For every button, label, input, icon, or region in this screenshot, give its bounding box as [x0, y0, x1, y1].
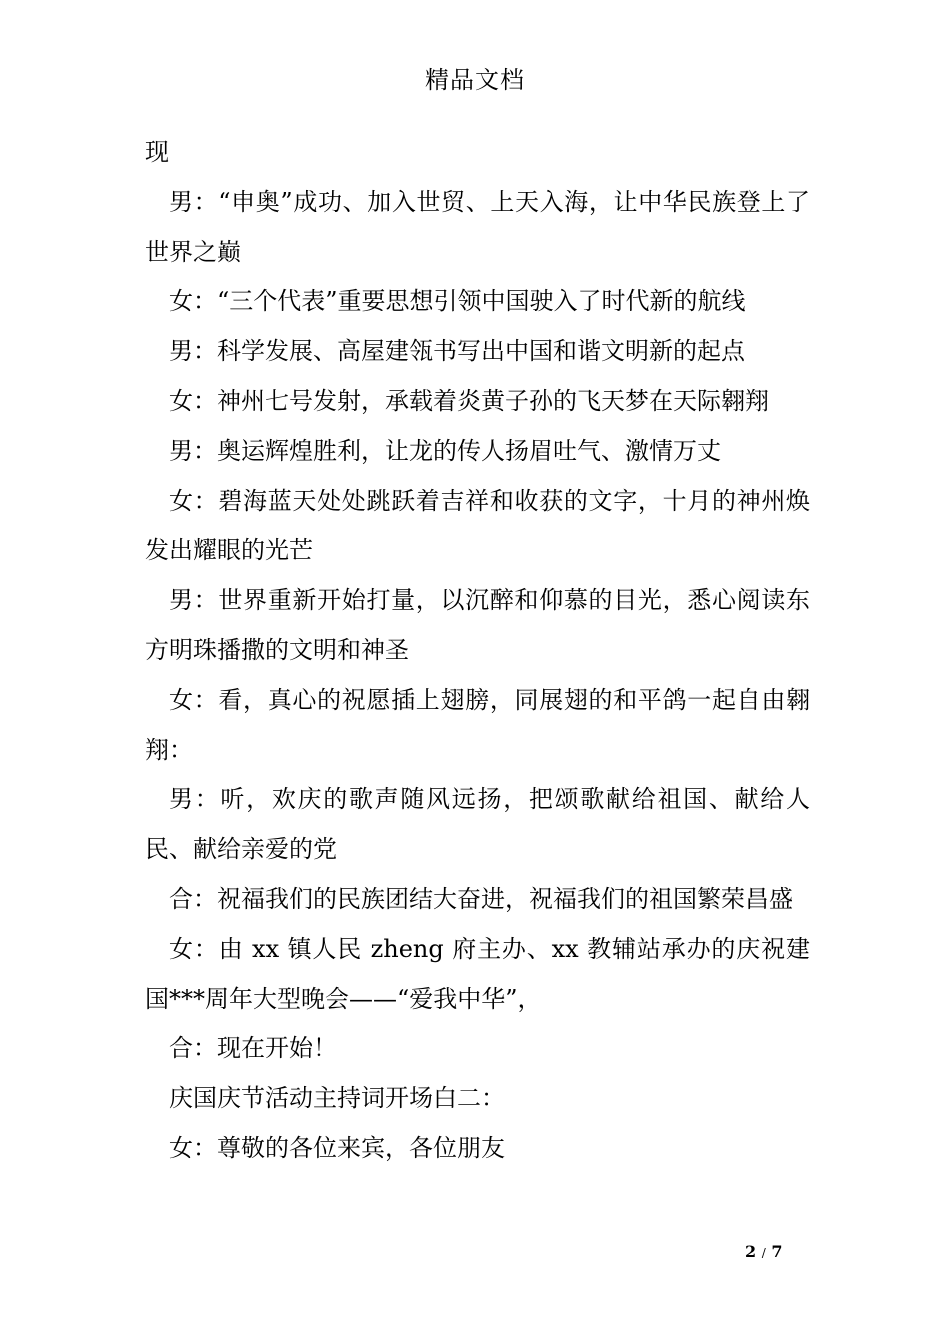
paragraph: 女：神州七号发射，承载着炎黄子孙的飞天梦在天际翱翔 [169, 386, 769, 415]
paragraph: 女：尊敬的各位来宾，各位朋友 [169, 1133, 505, 1162]
paragraph: 男：听，欢庆的歌声随风远扬，把颂歌献给祖国、献给人民、献给亲爱的党 [145, 785, 810, 864]
paragraph: 男：“申奥”成功、加入世贸、上天入海，让中华民族登上了世界之巅 [145, 187, 810, 266]
paragraph: 女：看，真心的祝愿插上翅膀，同展翅的和平鸽一起自由翱翔： [145, 685, 810, 764]
current-page-number: 2 [745, 1242, 757, 1261]
paragraph: 女：“三个代表”重要思想引领中国驶入了时代新的航线 [169, 287, 746, 316]
paragraph: 女：碧海蓝天处处跳跃着吉祥和收获的文字，十月的神州焕发出耀眼的光芒 [145, 486, 810, 565]
paragraph: 庆国庆节活动主持词开场白二： [169, 1084, 505, 1113]
paragraph: 男：世界重新开始打量，以沉醉和仰慕的目光，悉心阅读东方明珠播撒的文明和神圣 [145, 586, 810, 664]
total-pages-number: 7 [771, 1242, 783, 1261]
paragraph: 现 [145, 138, 169, 166]
page-number [745, 1242, 782, 1263]
document-body [145, 128, 810, 1174]
paragraph: 女：由 xx 镇人民 zheng 府主办、xx 教辅站承办的庆祝建国***周年大型晚会——“爱我中华”， [145, 934, 810, 1013]
paragraph: 男：奥运辉煌胜利，让龙的传人扬眉吐气、激情万丈 [169, 436, 721, 465]
paragraph: 合：祝福我们的民族团结大奋进，祝福我们的祖国繁荣昌盛 [169, 884, 793, 913]
paragraph: 男：科学发展、高屋建瓴书写出中国和谐文明新的起点 [169, 337, 745, 366]
page-number-separator: / [761, 1246, 766, 1260]
page-header-title: 精品文档 [425, 66, 525, 94]
paragraph: 合：现在开始！ [169, 1034, 337, 1063]
